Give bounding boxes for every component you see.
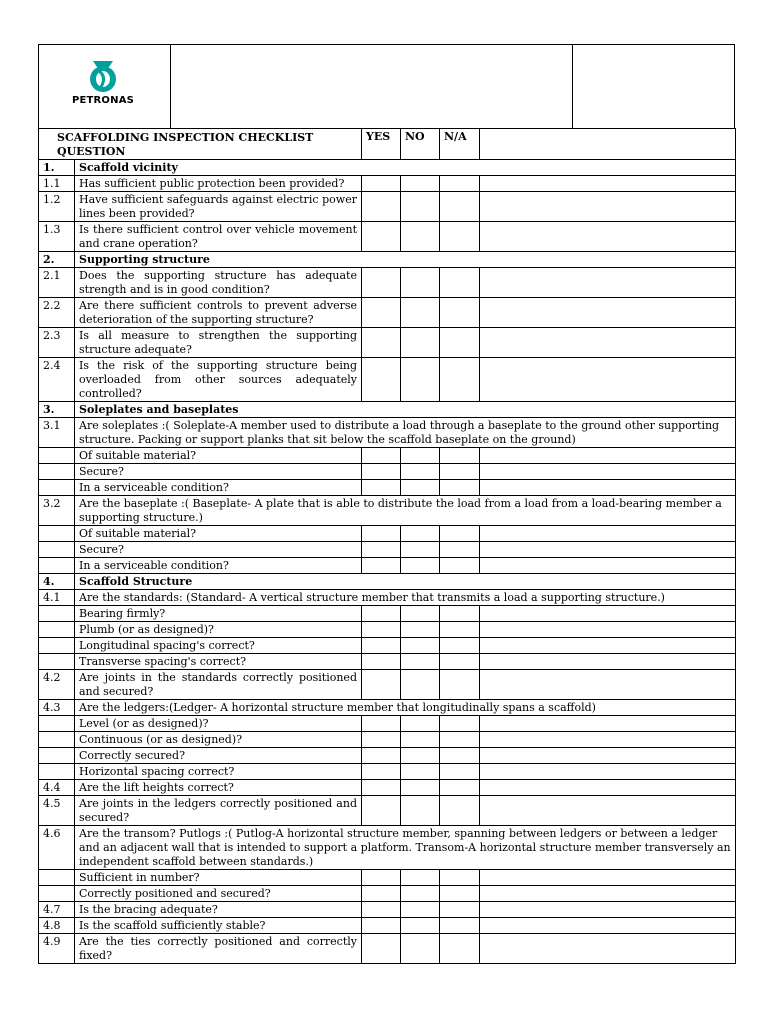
no-checkbox-cell[interactable]	[401, 886, 440, 902]
definition-row	[39, 826, 736, 870]
no-checkbox-cell[interactable]	[401, 638, 440, 654]
na-column-header: N/A	[440, 129, 480, 160]
na-checkbox-cell[interactable]	[440, 526, 480, 542]
question-row	[39, 328, 736, 358]
section-title: Scaffold Structure	[75, 574, 736, 590]
yes-checkbox-cell[interactable]	[362, 526, 401, 542]
yes-checkbox-cell[interactable]	[362, 222, 401, 252]
yes-checkbox-cell[interactable]	[362, 732, 401, 748]
remarks-cell[interactable]	[480, 558, 736, 574]
question-row	[39, 480, 736, 496]
item-number: 4.3	[39, 700, 75, 716]
question-text: Level (or as designed)?	[75, 716, 362, 732]
no-column-header: NO	[401, 129, 440, 160]
remarks-cell[interactable]	[480, 902, 736, 918]
question-text: In a serviceable condition?	[75, 558, 362, 574]
remarks-cell[interactable]	[480, 716, 736, 732]
item-number: 4.8	[39, 918, 75, 934]
question-row	[39, 796, 736, 826]
definition-text: Are soleplates :( Soleplate-A member used to distribute a load through a baseplate to the ground other supporting structure. Packing or support planks that sit below the scaffold baseplate on the ground)	[75, 418, 736, 448]
na-checkbox-cell[interactable]	[440, 918, 480, 934]
item-number: 2.4	[39, 358, 75, 402]
no-checkbox-cell[interactable]	[401, 732, 440, 748]
yes-checkbox-cell[interactable]	[362, 780, 401, 796]
item-number: 4.9	[39, 934, 75, 964]
question-row	[39, 222, 736, 252]
no-checkbox-cell[interactable]	[401, 176, 440, 192]
question-row	[39, 748, 736, 764]
item-number	[39, 480, 75, 496]
item-number: 4.4	[39, 780, 75, 796]
question-row	[39, 622, 736, 638]
remarks-cell[interactable]	[480, 526, 736, 542]
no-checkbox-cell[interactable]	[401, 192, 440, 222]
no-checkbox-cell[interactable]	[401, 764, 440, 780]
yes-checkbox-cell[interactable]	[362, 654, 401, 670]
question-row	[39, 606, 736, 622]
remarks-cell[interactable]	[480, 464, 736, 480]
remarks-cell[interactable]	[480, 622, 736, 638]
yes-checkbox-cell[interactable]	[362, 328, 401, 358]
no-checkbox-cell[interactable]	[401, 298, 440, 328]
item-number: 2.2	[39, 298, 75, 328]
question-text: Longitudinal spacing's correct?	[75, 638, 362, 654]
question-text: Transverse spacing's correct?	[75, 654, 362, 670]
item-number: 1.3	[39, 222, 75, 252]
na-checkbox-cell[interactable]	[440, 796, 480, 826]
yes-checkbox-cell[interactable]	[362, 670, 401, 700]
item-number: 4.5	[39, 796, 75, 826]
no-checkbox-cell[interactable]	[401, 526, 440, 542]
na-checkbox-cell[interactable]	[440, 192, 480, 222]
question-row	[39, 654, 736, 670]
table-header-row	[39, 129, 736, 160]
question-text: Sufficient in number?	[75, 870, 362, 886]
definition-row	[39, 590, 736, 606]
na-checkbox-cell[interactable]	[440, 732, 480, 748]
yes-checkbox-cell[interactable]	[362, 358, 401, 402]
logo-cell	[39, 45, 169, 128]
table-title: SCAFFOLDING INSPECTION CHECKLIST QUESTION	[39, 129, 362, 160]
question-text: Bearing firmly?	[75, 606, 362, 622]
question-row	[39, 886, 736, 902]
section-row	[39, 574, 736, 590]
question-text: Are there sufficient controls to prevent adverse deterioration of the supporting structure?	[75, 298, 362, 328]
checklist-page	[38, 44, 735, 964]
definition-text: Are the standards: (Standard- A vertical structure member that transmits a load a supporting structure.)	[75, 590, 736, 606]
question-row	[39, 934, 736, 964]
item-number	[39, 886, 75, 902]
no-checkbox-cell[interactable]	[401, 542, 440, 558]
question-row	[39, 176, 736, 192]
question-row	[39, 558, 736, 574]
no-checkbox-cell[interactable]	[401, 934, 440, 964]
yes-checkbox-cell[interactable]	[362, 606, 401, 622]
remarks-cell[interactable]	[480, 192, 736, 222]
question-text: Are the lift heights correct?	[75, 780, 362, 796]
section-title: Scaffold vicinity	[75, 160, 736, 176]
question-text: Is the risk of the supporting structure being overloaded from other sources adequately controlled?	[75, 358, 362, 402]
no-checkbox-cell[interactable]	[401, 622, 440, 638]
item-number	[39, 764, 75, 780]
no-checkbox-cell[interactable]	[401, 654, 440, 670]
na-checkbox-cell[interactable]	[440, 764, 480, 780]
question-text: In a serviceable condition?	[75, 480, 362, 496]
na-checkbox-cell[interactable]	[440, 748, 480, 764]
no-checkbox-cell[interactable]	[401, 748, 440, 764]
no-checkbox-cell[interactable]	[401, 918, 440, 934]
yes-checkbox-cell[interactable]	[362, 918, 401, 934]
item-number	[39, 464, 75, 480]
na-checkbox-cell[interactable]	[440, 870, 480, 886]
na-checkbox-cell[interactable]	[440, 222, 480, 252]
yes-checkbox-cell[interactable]	[362, 748, 401, 764]
section-row	[39, 252, 736, 268]
question-text: Of suitable material?	[75, 448, 362, 464]
remarks-cell[interactable]	[480, 796, 736, 826]
remarks-cell[interactable]	[480, 638, 736, 654]
item-number	[39, 748, 75, 764]
na-checkbox-cell[interactable]	[440, 558, 480, 574]
na-checkbox-cell[interactable]	[440, 464, 480, 480]
item-number: 4.2	[39, 670, 75, 700]
item-number	[39, 542, 75, 558]
yes-checkbox-cell[interactable]	[362, 542, 401, 558]
question-text: Correctly positioned and secured?	[75, 886, 362, 902]
title-cell	[170, 45, 573, 128]
no-checkbox-cell[interactable]	[401, 670, 440, 700]
na-checkbox-cell[interactable]	[440, 638, 480, 654]
yes-checkbox-cell[interactable]	[362, 448, 401, 464]
question-row	[39, 670, 736, 700]
no-checkbox-cell[interactable]	[401, 480, 440, 496]
item-number	[39, 558, 75, 574]
item-number	[39, 622, 75, 638]
na-checkbox-cell[interactable]	[440, 542, 480, 558]
na-checkbox-cell[interactable]	[440, 670, 480, 700]
yes-column-header: YES	[362, 129, 401, 160]
na-checkbox-cell[interactable]	[440, 448, 480, 464]
remarks-cell[interactable]	[480, 870, 736, 886]
question-text: Is all measure to strengthen the supporting structure adequate?	[75, 328, 362, 358]
remarks-cell[interactable]	[480, 764, 736, 780]
question-row	[39, 764, 736, 780]
document-header	[38, 44, 735, 128]
no-checkbox-cell[interactable]	[401, 222, 440, 252]
remarks-cell[interactable]	[480, 358, 736, 402]
remarks-cell[interactable]	[480, 606, 736, 622]
yes-checkbox-cell[interactable]	[362, 638, 401, 654]
no-checkbox-cell[interactable]	[401, 796, 440, 826]
remarks-cell[interactable]	[480, 222, 736, 252]
no-checkbox-cell[interactable]	[401, 780, 440, 796]
item-number	[39, 448, 75, 464]
item-number: 4.1	[39, 590, 75, 606]
remarks-cell[interactable]	[480, 886, 736, 902]
item-number: 3.2	[39, 496, 75, 526]
question-text: Horizontal spacing correct?	[75, 764, 362, 780]
item-number: 4.	[39, 574, 75, 590]
item-number: 2.	[39, 252, 75, 268]
question-row	[39, 298, 736, 328]
question-text: Of suitable material?	[75, 526, 362, 542]
na-checkbox-cell[interactable]	[440, 328, 480, 358]
question-row	[39, 870, 736, 886]
na-checkbox-cell[interactable]	[440, 176, 480, 192]
item-number: 1.2	[39, 192, 75, 222]
question-text: Continuous (or as designed)?	[75, 732, 362, 748]
na-checkbox-cell[interactable]	[440, 934, 480, 964]
yes-checkbox-cell[interactable]	[362, 480, 401, 496]
yes-checkbox-cell[interactable]	[362, 796, 401, 826]
section-row	[39, 160, 736, 176]
remarks-cell[interactable]	[480, 748, 736, 764]
petronas-logo	[63, 57, 143, 113]
no-checkbox-cell[interactable]	[401, 716, 440, 732]
question-row	[39, 526, 736, 542]
na-checkbox-cell[interactable]	[440, 298, 480, 328]
yes-checkbox-cell[interactable]	[362, 176, 401, 192]
logo-wordmark: PETRONAS	[71, 95, 135, 106]
remarks-cell[interactable]	[480, 654, 736, 670]
na-checkbox-cell[interactable]	[440, 268, 480, 298]
remarks-cell[interactable]	[480, 328, 736, 358]
item-number: 4.7	[39, 902, 75, 918]
na-checkbox-cell[interactable]	[440, 480, 480, 496]
yes-checkbox-cell[interactable]	[362, 464, 401, 480]
remarks-cell[interactable]	[480, 480, 736, 496]
item-number	[39, 654, 75, 670]
yes-checkbox-cell[interactable]	[362, 192, 401, 222]
yes-checkbox-cell[interactable]	[362, 902, 401, 918]
definition-row	[39, 700, 736, 716]
item-number: 3.	[39, 402, 75, 418]
item-number: 1.1	[39, 176, 75, 192]
remarks-cell[interactable]	[480, 176, 736, 192]
na-checkbox-cell[interactable]	[440, 716, 480, 732]
remarks-cell[interactable]	[480, 780, 736, 796]
remarks-cell[interactable]	[480, 542, 736, 558]
question-row	[39, 732, 736, 748]
question-text: Is the scaffold sufficiently stable?	[75, 918, 362, 934]
no-checkbox-cell[interactable]	[401, 902, 440, 918]
question-row	[39, 358, 736, 402]
yes-checkbox-cell[interactable]	[362, 934, 401, 964]
item-number	[39, 732, 75, 748]
question-row	[39, 716, 736, 732]
question-text: Secure?	[75, 542, 362, 558]
question-text: Does the supporting structure has adequate strength and is in good condition?	[75, 268, 362, 298]
definition-text: Are the ledgers:(Ledger- A horizontal structure member that longitudinally spans a scaffold)	[75, 700, 736, 716]
remarks-cell[interactable]	[480, 934, 736, 964]
question-text: Have sufficient safeguards against electric power lines been provided?	[75, 192, 362, 222]
no-checkbox-cell[interactable]	[401, 870, 440, 886]
no-checkbox-cell[interactable]	[401, 606, 440, 622]
question-row	[39, 448, 736, 464]
yes-checkbox-cell[interactable]	[362, 558, 401, 574]
yes-checkbox-cell[interactable]	[362, 716, 401, 732]
na-checkbox-cell[interactable]	[440, 902, 480, 918]
yes-checkbox-cell[interactable]	[362, 268, 401, 298]
no-checkbox-cell[interactable]	[401, 448, 440, 464]
question-row	[39, 542, 736, 558]
reference-cell	[572, 45, 736, 128]
na-checkbox-cell[interactable]	[440, 622, 480, 638]
yes-checkbox-cell[interactable]	[362, 870, 401, 886]
item-number: 2.1	[39, 268, 75, 298]
na-checkbox-cell[interactable]	[440, 886, 480, 902]
yes-checkbox-cell[interactable]	[362, 886, 401, 902]
na-checkbox-cell[interactable]	[440, 606, 480, 622]
petronas-emblem-icon	[63, 57, 143, 97]
question-row	[39, 464, 736, 480]
section-title: Supporting structure	[75, 252, 736, 268]
item-number: 4.6	[39, 826, 75, 870]
remarks-column-header	[480, 129, 736, 160]
na-checkbox-cell[interactable]	[440, 358, 480, 402]
definition-row	[39, 496, 736, 526]
remarks-cell[interactable]	[480, 448, 736, 464]
question-text: Is the bracing adequate?	[75, 902, 362, 918]
na-checkbox-cell[interactable]	[440, 780, 480, 796]
no-checkbox-cell[interactable]	[401, 268, 440, 298]
item-number	[39, 870, 75, 886]
question-text: Are the ties correctly positioned and correctly fixed?	[75, 934, 362, 964]
question-row	[39, 780, 736, 796]
question-text: Are joints in the standards correctly positioned and secured?	[75, 670, 362, 700]
remarks-cell[interactable]	[480, 298, 736, 328]
section-row	[39, 402, 736, 418]
no-checkbox-cell[interactable]	[401, 558, 440, 574]
item-number: 1.	[39, 160, 75, 176]
no-checkbox-cell[interactable]	[401, 328, 440, 358]
question-text: Correctly secured?	[75, 748, 362, 764]
remarks-cell[interactable]	[480, 918, 736, 934]
no-checkbox-cell[interactable]	[401, 358, 440, 402]
question-row	[39, 268, 736, 298]
no-checkbox-cell[interactable]	[401, 464, 440, 480]
question-row	[39, 192, 736, 222]
item-number	[39, 638, 75, 654]
question-row	[39, 638, 736, 654]
question-text: Secure?	[75, 464, 362, 480]
yes-checkbox-cell[interactable]	[362, 298, 401, 328]
remarks-cell[interactable]	[480, 268, 736, 298]
section-title: Soleplates and baseplates	[75, 402, 736, 418]
yes-checkbox-cell[interactable]	[362, 764, 401, 780]
definition-text: Are the baseplate :( Baseplate- A plate that is able to distribute the load from a load from a load-bearing member a supporting structure.)	[75, 496, 736, 526]
item-number	[39, 606, 75, 622]
definition-row	[39, 418, 736, 448]
yes-checkbox-cell[interactable]	[362, 622, 401, 638]
remarks-cell[interactable]	[480, 670, 736, 700]
question-text: Are joints in the ledgers correctly positioned and secured?	[75, 796, 362, 826]
checklist-table	[38, 128, 736, 964]
definition-text: Are the transom? Putlogs :( Putlog-A horizontal structure member, spanning between ledgers or between a ledger and an adjacent wall that is intended to support a platform. Transom-A horizontal structure member transversely an independent scaffold between standards.)	[75, 826, 736, 870]
item-number	[39, 716, 75, 732]
remarks-cell[interactable]	[480, 732, 736, 748]
question-text: Plumb (or as designed)?	[75, 622, 362, 638]
item-number	[39, 526, 75, 542]
item-number: 2.3	[39, 328, 75, 358]
question-row	[39, 918, 736, 934]
question-text: Has sufficient public protection been provided?	[75, 176, 362, 192]
question-text: Is there sufficient control over vehicle movement and crane operation?	[75, 222, 362, 252]
na-checkbox-cell[interactable]	[440, 654, 480, 670]
question-row	[39, 902, 736, 918]
item-number: 3.1	[39, 418, 75, 448]
